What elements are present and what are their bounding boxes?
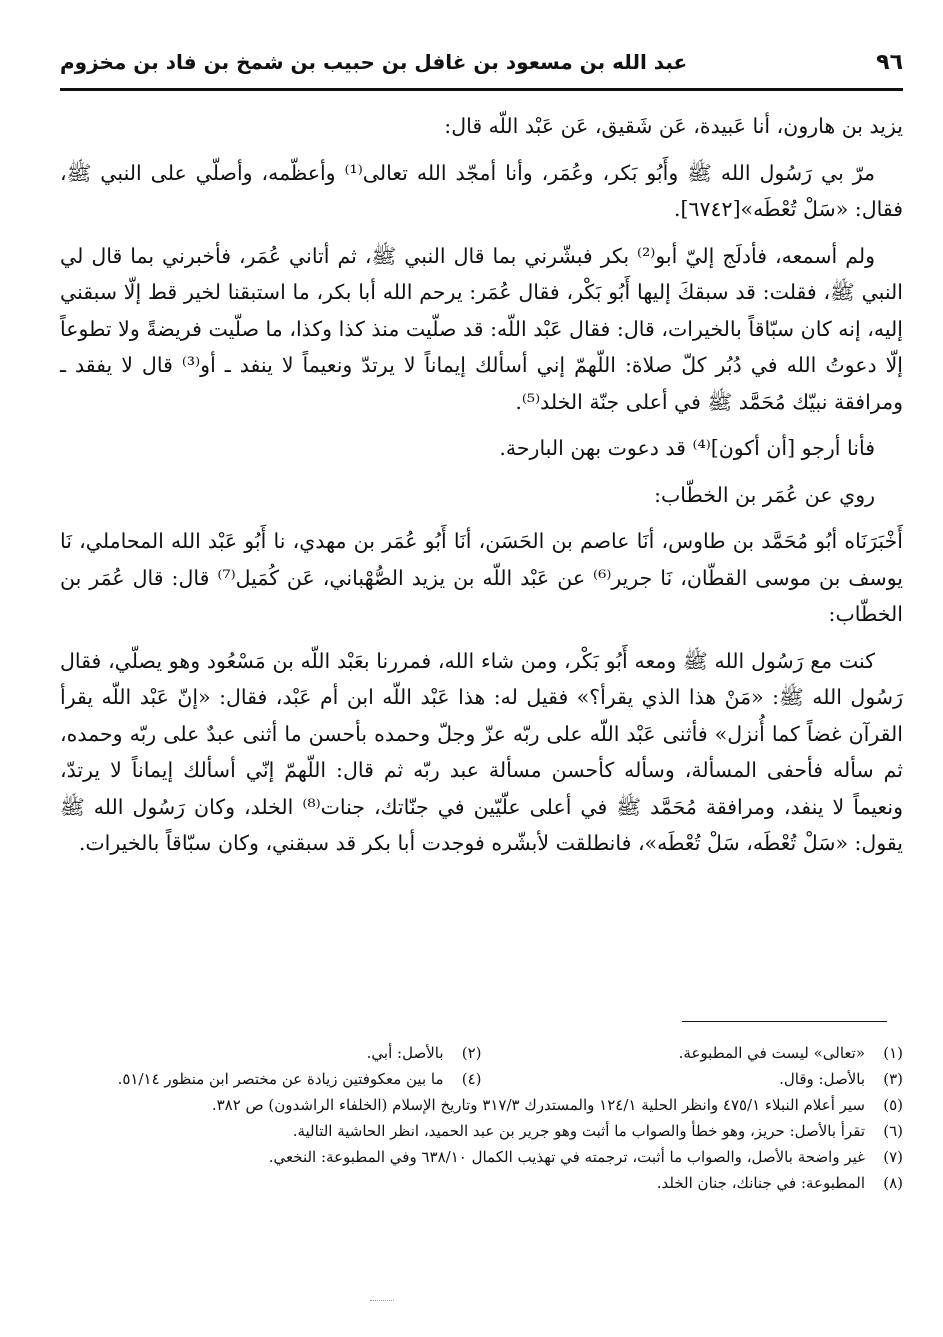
footnote-text: غير واضحة بالأصل، والصواب ما أثبت، ترجمته في تهذيب الكمال ٦٣٨/١٠ وفي المطبوعة: النخعي. [268,1148,865,1166]
paragraph: فأنا أرجو [أن أكون]⁽⁴⁾ قد دعوت بهن البارحة. [499,436,875,460]
footnote [60,1040,482,1066]
footnote-number: (٤) [461,1070,482,1088]
paragraph: يزيد بن هارون، أنا عَبيدة، عَن شَقيق، عَن عَبْد اللّه قال: [444,114,903,138]
footnote-row [60,1170,903,1196]
footnote-row [60,1144,903,1170]
footnote-text: بالأصل: وقال. [779,1070,865,1088]
footnote-number: (٥) [883,1096,903,1114]
section-heading: روي عن عُمَر بن الخطّاب: [654,482,875,507]
footnote-number: (٧) [883,1148,903,1166]
running-head: عبد الله بن مسعود بن غافل بن حبيب بن شمخ بن فاد بن مخزوم [60,50,688,74]
footnotes [60,1040,903,1196]
footnote-number: (٢) [461,1044,482,1062]
footnote [482,1066,904,1092]
footnote-number: (٣) [883,1070,903,1088]
footnote-row [60,1040,903,1066]
footnote [60,1092,903,1118]
footnote-text: سير أعلام النبلاء ٤٧٥/١ وانظر الحلية ١٢٤/١ والمستدرك ٣١٧/٣ وتاريخ الإسلام (الخلفاء الراشدون) ص ٣٨٢. [211,1096,865,1114]
footnote [60,1118,903,1144]
paragraph: كنت مع رَسُول الله ﷺ ومعه أَبُو بَكْر، ومن شاء الله، فمررنا بعَبْد اللّه بن مَسْعُود وهو يصلّي، فقال رَسُول الله ﷺ: «مَنْ هذا الذي يقرأ؟» فقيل له: هذا عَبْد اللّه ابن أم عَبْد، فقال: «إنّ عَبْد اللّه يقرأ القرآن غضاً كما أُنزل» فأثنى عَبْد اللّه على ربّه عزّ وجلّ وحمده بأحسن ما أثنى عبدٌ على ربّه وحمده، ثم سأله فأحفى المسألة، وسأله كأحسن مسألة عبد ربّه ثم قال: اللّهمّ إنّي أسألك إيماناً لا يرتدّ، ونعيماً لا ينفد، ومرافقة مُحَمَّد ﷺ في أعلى علّيّين في جنّاتك، جنات⁽⁸⁾ الخلد، وكان رَسُول الله ﷺ يقول: «سَلْ تُعْطَه، سَلْ تُعْطَه»، فانطلقت لأبشّره فوجدت أبا بكر قد سبقني، وكان سبّاقاً بالخيرات. [60,648,903,855]
footnote-text: المطبوعة: في جنانك، جنان الخلد. [656,1174,865,1192]
footnote [482,1040,904,1066]
footnote-text: بالأصل: أبي. [366,1044,444,1062]
footnote-row [60,1092,903,1118]
footnote-text: ما بين معكوفتين زيادة عن مختصر ابن منظور ٥١/١٤. [117,1070,444,1088]
footnote-number: (٨) [883,1174,903,1192]
footnote-text: «تعالى» ليست في المطبوعة. [678,1044,865,1062]
footnote-divider [682,1021,887,1022]
main-text [60,108,903,872]
footnote-number: (١) [883,1044,903,1062]
isnad-paragraph: أَخْبَرَنَاه أبُو مُحَمَّد بن طاوس، أنَا عاصم بن الحَسَن، أنَا أَبُو عُمَر بن مهدي، نا أَبُو عَبْد الله المحاملي، نَا يوسف بن موسى القطّان، نَا جرير⁽⁶⁾ عن عَبْد اللّه بن يزيد الصُّهْباني، عَن كُمَيل⁽⁷⁾ قال: قال عُمَر بن الخطّاب: [60,529,904,626]
paragraph: مرّ بي رَسُول الله ﷺ وأَبُو بَكر، وعُمَر، وأنا أمجّد الله تعالى⁽¹⁾ وأعظّمه، وأصلّي على النبي ﷺ، فقال: «سَلْ تُعْطَه»[٦٧٤٢]. [60,160,903,221]
paragraph: ولم أسمعه، فأدلَج إليّ أبو⁽²⁾ بكر فبشّرني بما قال النبي ﷺ، ثم أتاني عُمَر، فأخبرني بما قال لي النبي ﷺ، فقلت: قد سبقكَ إليها أَبُو بَكْر، فقال عُمَر: يرحم الله أبا بكر، ما استبقنا لخير قط إلّا سبقني إليه، إنه كان سبّاقاً بالخيرات، قال: فقال عَبْد اللّه: قد صلّيت منذ كذا وكذا، ما صلّيت فريضةً ولا تطوعاً إلّا دعوتُ الله في دُبُر كلّ صلاة: اللّهمّ إني أسألك إيماناً لا يرتدّ ونعيماً لا ينفد ـ أو⁽³⁾ قال لا يفقد ـ ومرافقة نبيّك مُحَمَّد ﷺ في أعلى جنّة الخلد⁽⁵⁾. [60,243,903,414]
footnote-row [60,1066,903,1092]
page-number: ٩٦ [876,49,903,75]
footnote-number: (٦) [883,1122,903,1140]
footnote [60,1170,903,1196]
page-header [60,40,903,91]
footnote-row [60,1118,903,1144]
footnote-text: تقرأ بالأصل: حريز، وهو خطأ والصواب ما أثبت وهو جرير بن عبد الحميد، انظر الحاشية التالية. [292,1122,865,1140]
footnote [60,1144,903,1170]
footnote [60,1066,482,1092]
page-bottom-mark [370,1300,394,1301]
